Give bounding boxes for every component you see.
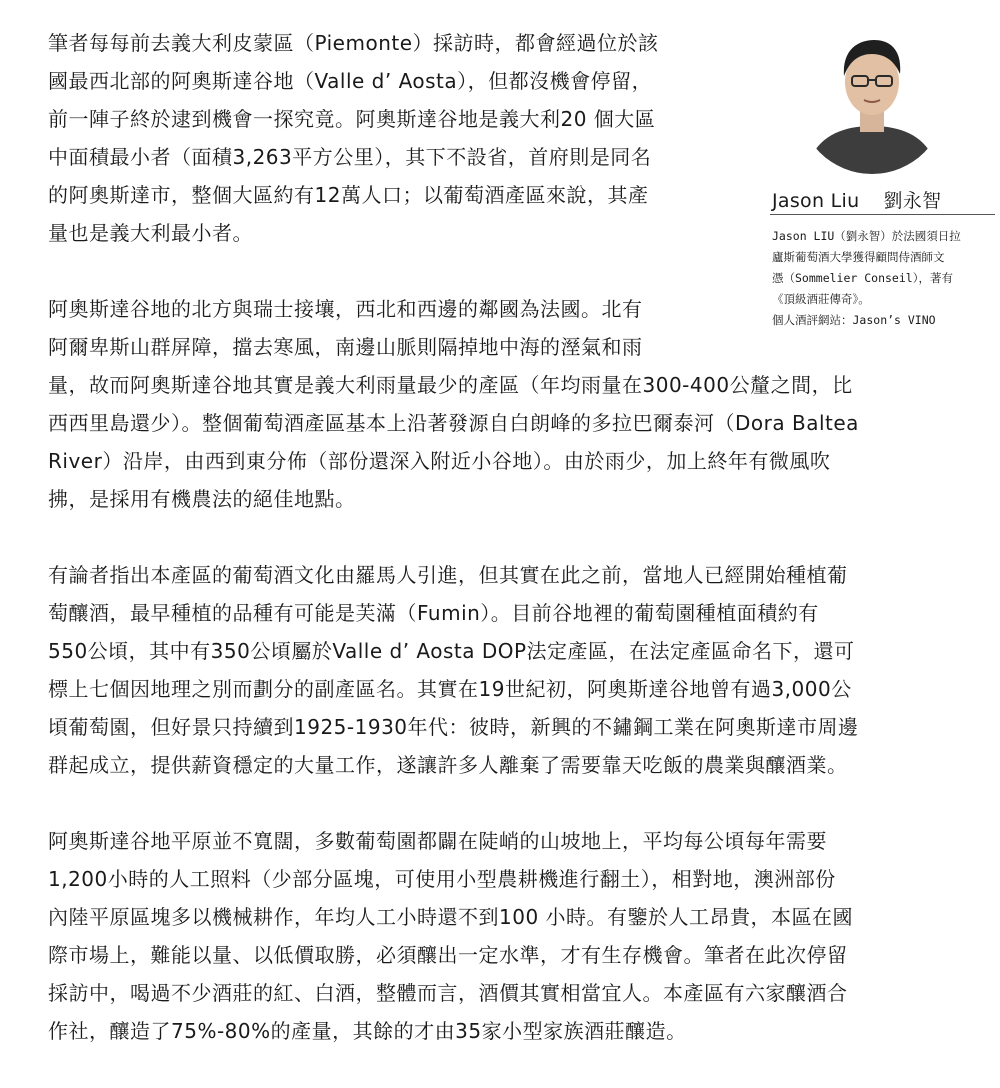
paragraph-line: 拂，是採用有機農法的絕佳地點。 bbox=[48, 487, 356, 511]
paragraph-line: 內陸平原區塊多以機械耕作，年均人工小時還不到100 小時。有鑒於人工昂貴，本區在國 bbox=[48, 905, 854, 929]
paragraph-line: 國最西北部的阿奧斯達谷地（Valle d’ Aosta），但都沒機會停留， bbox=[48, 69, 653, 93]
author-bio-line: 個人酒評網站：Jason’s VINO bbox=[772, 313, 936, 327]
paragraph-line: 中面積最小者（面積3,263平方公里），其下不設省，首府則是同名 bbox=[48, 145, 652, 169]
paragraph-line: 萄釀酒，最早種植的品種有可能是芙滿（Fumin）。目前谷地裡的葡萄園種植面積約有 bbox=[48, 601, 819, 625]
paragraph-line: 1,200小時的人工照料（少部分區塊，可使用小型農耕機進行翻土），相對地，澳洲部份 bbox=[48, 867, 836, 891]
paragraph-line: River）沿岸，由西到東分佈（部份還深入附近小谷地）。由於雨少，加上終年有微風吹 bbox=[48, 449, 831, 473]
author-divider bbox=[770, 214, 995, 215]
article-body bbox=[48, 24, 968, 1088]
paragraph-line: 阿爾卑斯山群屏障，擋去寒風，南邊山脈則隔掉地中海的溼氣和雨 bbox=[48, 335, 643, 359]
paragraph-line: 550公頃，其中有350公頃屬於Valle d’ Aosta DOP法定產區，在法定產區命名下，還可 bbox=[48, 639, 855, 663]
author-name-zh: 劉永智 bbox=[883, 190, 942, 212]
author-portrait bbox=[798, 26, 946, 174]
paragraph-line: 阿奧斯達谷地的北方與瑞士接壤，西北和西邊的鄰國為法國。北有 bbox=[48, 297, 643, 321]
author-bio-line: 憑（Sommelier Conseil），著有 bbox=[772, 271, 953, 285]
author-bio-line: Jason LIU（劉永智）於法國須日拉 bbox=[772, 229, 961, 243]
paragraph-line: 際市場上，難能以量、以低價取勝，必須釀出一定水準，才有生存機會。筆者在此次停留 bbox=[48, 943, 848, 967]
author-bio-line: 廬斯葡萄酒大學獲得顧問侍酒師文 bbox=[772, 250, 945, 264]
paragraph-line: 筆者每每前去義大利皮蒙區（Piemonte）採訪時，都會經過位於該 bbox=[48, 31, 659, 55]
paragraph-line: 前一陣子終於逮到機會一探究竟。阿奧斯達谷地是義大利20 個大區 bbox=[48, 107, 656, 131]
paragraph-line: 阿奧斯達谷地平原並不寬闊，多數葡萄園都闢在陡峭的山坡地上，平均每公頃每年需要 bbox=[48, 829, 827, 853]
paragraph-line: 群起成立，提供薪資穩定的大量工作，遂讓許多人離棄了需要靠天吃飯的農業與釀酒業。 bbox=[48, 753, 848, 777]
paragraph-line: 頃葡萄園，但好景只持續到1925-1930年代：彼時，新興的不鏽鋼工業在阿奧斯達市周邊 bbox=[48, 715, 859, 739]
paragraph-line: 有論者指出本產區的葡萄酒文化由羅馬人引進，但其實在此之前，當地人已經開始種植葡 bbox=[48, 563, 848, 587]
author-bio-line: 《頂級酒莊傳奇》。 bbox=[772, 292, 870, 306]
paragraph-line: 作社，釀造了75%-80%的產量，其餘的才由35家小型家族酒莊釀造。 bbox=[48, 1019, 687, 1043]
paragraph-line: 量，故而阿奧斯達谷地其實是義大利雨量最少的產區（年均雨量在300-400公釐之間，比 bbox=[48, 373, 853, 397]
author-name bbox=[772, 186, 941, 213]
paragraph-line: 採訪中，喝過不少酒莊的紅、白酒，整體而言，酒價其實相當宜人。本產區有六家釀酒合 bbox=[48, 981, 848, 1005]
paragraph-line: 標上七個因地理之別而劃分的副產區名。其實在19世紀初，阿奧斯達谷地曾有過3,000公 bbox=[48, 677, 852, 701]
paragraph-line: 的阿奧斯達市，整個大區約有12萬人口；以葡萄酒產區來說，其產 bbox=[48, 183, 649, 207]
paragraph-line: 西西里島還少）。整個葡萄酒產區基本上沿著發源自白朗峰的多拉巴爾泰河（Dora Baltea bbox=[48, 411, 859, 435]
paragraph-line: 量也是義大利最小者。 bbox=[48, 221, 253, 245]
author-bio bbox=[772, 226, 994, 331]
paragraph-4 bbox=[48, 822, 968, 1050]
paragraph-3 bbox=[48, 556, 968, 784]
author-portrait-icon bbox=[798, 26, 946, 174]
author-name-en: Jason Liu bbox=[772, 190, 860, 212]
